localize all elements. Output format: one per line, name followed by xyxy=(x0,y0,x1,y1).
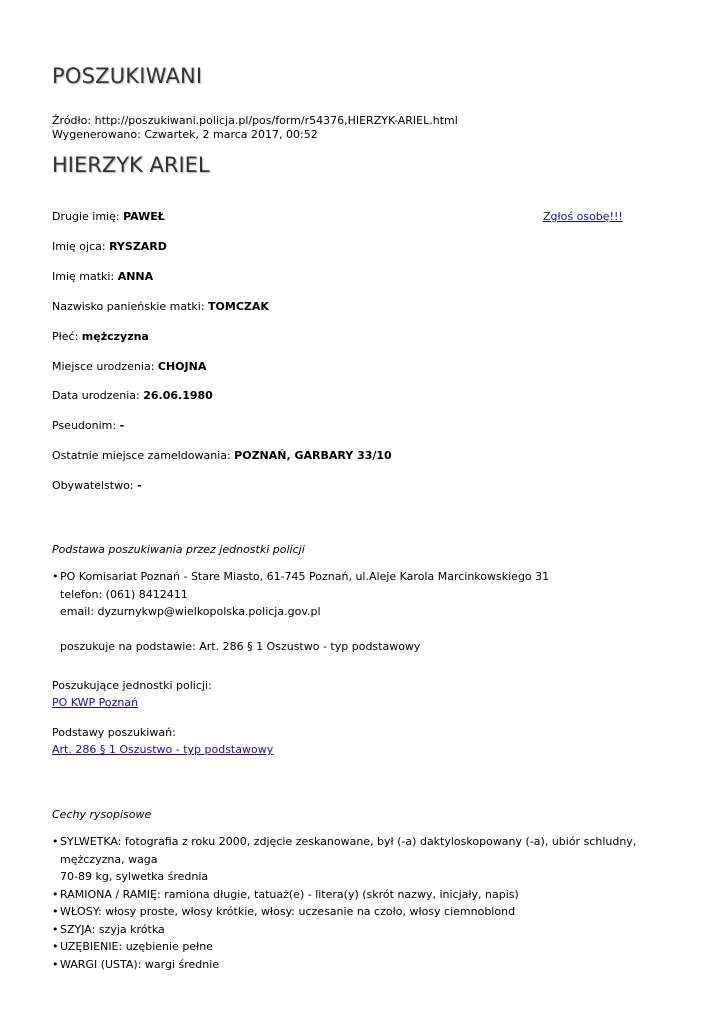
field-citizenship xyxy=(52,479,142,493)
field-label: Drugie imię: xyxy=(52,210,120,223)
field-value: RYSZARD xyxy=(109,240,167,253)
field-label: Płeć: xyxy=(52,330,79,343)
field-mother-name xyxy=(52,270,153,284)
police-unit-line: • PO Komisariat Poznań - Stare Miasto, 61-745 Poznań, ul.Aleje Karola Marcinkowskiego 31 xyxy=(52,568,677,586)
person-name: HIERZYK ARIEL xyxy=(52,153,210,177)
field-value: mężczyzna xyxy=(81,330,149,343)
search-basis xyxy=(52,724,273,758)
list-item xyxy=(52,956,677,974)
list-item xyxy=(52,903,677,921)
feature-text: SZYJA: szyja krótka xyxy=(60,922,165,936)
generated-value: Czwartek, 2 marca 2017, 00:52 xyxy=(144,128,318,141)
field-birthdate xyxy=(52,389,213,403)
field-label: Ostatnie miejsce zameldowania: xyxy=(52,449,231,462)
list-item xyxy=(52,886,677,904)
field-value: PAWEŁ xyxy=(123,210,165,223)
field-value: ANNA xyxy=(117,270,154,283)
generated-line xyxy=(52,128,458,142)
source-value: http://poszukiwani.policja.pl/pos/form/r54376,HIERZYK-ARIEL.html xyxy=(94,114,458,127)
source-line xyxy=(52,114,458,128)
list-item xyxy=(52,921,677,939)
field-label: Imię matki: xyxy=(52,270,115,283)
source-label: Źródło: xyxy=(52,114,92,127)
field-birthplace xyxy=(52,360,206,374)
feature-text: RAMIONA / RAMIĘ: ramiona długie, tatuaż(e) - litera(y) (skrót nazwy, inicjały, napis) xyxy=(60,887,519,901)
search-basis-link[interactable]: Art. 286 § 1 Oszustwo - typ podstawowy xyxy=(52,743,274,756)
feature-text: SYLWETKA: fotografia z roku 2000, zdjęcie zeskanowane, był (-a) daktyloskopowany (-a), ubiór schludny, mężczyzna, waga xyxy=(60,835,637,866)
list-item xyxy=(52,833,677,868)
field-value: TOMCZAK xyxy=(208,300,269,313)
police-unit-email: email: dyzurnykwp@wielkopolska.policja.gov.pl xyxy=(60,605,321,618)
features-section-title: Cechy rysopisowe xyxy=(52,808,152,821)
features-list xyxy=(52,833,677,973)
field-middle-name xyxy=(52,210,165,224)
document-meta xyxy=(52,114,458,142)
field-value: - xyxy=(137,479,142,492)
police-unit-entry xyxy=(52,568,677,656)
field-last-registered-address xyxy=(52,449,392,463)
feature-text: WŁOSY: włosy proste, włosy krótkie, włosy: uczesanie na czoło, włosy ciemnoblond xyxy=(60,905,516,918)
field-mother-maiden-name xyxy=(52,300,269,314)
field-label: Data urodzenia: xyxy=(52,389,140,402)
field-label: Obywatelstwo: xyxy=(52,479,134,492)
generated-label: Wygenerowano: xyxy=(52,128,141,141)
report-person-link[interactable]: Zgłoś osobę!!! xyxy=(543,210,623,223)
document-title: POSZUKIWANI xyxy=(52,64,203,88)
feature-text: UZĘBIENIE: uzębienie pełne xyxy=(60,940,213,953)
field-father-name xyxy=(52,240,167,254)
field-value: - xyxy=(119,419,125,432)
police-unit-phone: telefon: (061) 8412411 xyxy=(60,587,188,601)
searching-unit-link[interactable]: PO KWP Poznań xyxy=(52,696,139,709)
search-basis-label: Podstawy poszukiwań: xyxy=(52,726,176,739)
field-value: 26.06.1980 xyxy=(143,389,213,402)
field-label: Nazwisko panieńskie matki: xyxy=(52,300,205,313)
police-unit-basis: poszukuje na podstawie: Art. 286 § 1 Oszustwo - typ podstawowy xyxy=(60,640,421,653)
feature-text-continuation: 70-89 kg, sylwetka średnia xyxy=(60,870,209,883)
field-label: Pseudonim: xyxy=(52,419,117,432)
field-alias xyxy=(52,419,124,433)
field-value: POZNAŃ, GARBARY 33/10 xyxy=(234,449,392,462)
field-value: CHOJNA xyxy=(157,360,207,373)
basis-section-title: Podstawa poszukiwania przez jednostki policji xyxy=(52,543,305,556)
searching-units xyxy=(52,677,212,711)
field-sex xyxy=(52,330,149,344)
searching-units-label: Poszukujące jednostki policji: xyxy=(52,679,212,692)
field-label: Miejsce urodzenia: xyxy=(52,360,155,373)
field-label: Imię ojca: xyxy=(52,240,106,253)
feature-text: WARGI (USTA): wargi średnie xyxy=(60,957,220,971)
list-item xyxy=(52,938,677,956)
